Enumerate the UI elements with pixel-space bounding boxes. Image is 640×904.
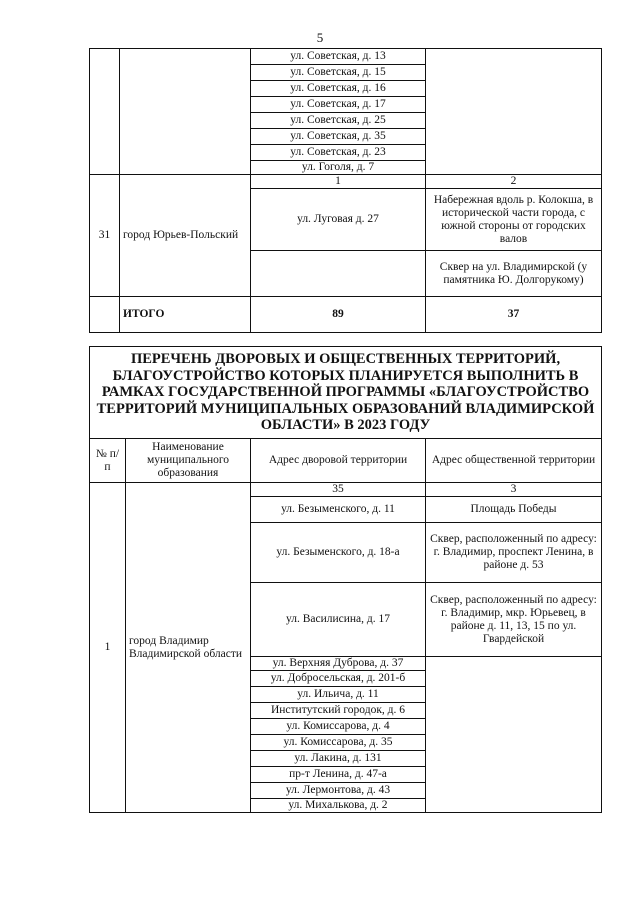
yard-address-cell: пр-т Ленина, д. 47-а (251, 767, 426, 783)
yard-address-cell: ул. Советская, д. 35 (251, 129, 426, 145)
total-label: ИТОГО (120, 297, 251, 333)
municipality-name: город Владимир Владимирской области (126, 483, 251, 813)
yard-address-cell: ул. Советская, д. 16 (251, 81, 426, 97)
page-number: 5 (316, 30, 324, 45)
total-public: 37 (426, 297, 602, 333)
yard-address-cell: ул. Безыменского, д. 11 (251, 497, 426, 523)
total-yard: 89 (251, 297, 426, 333)
yard-address-cell: ул. Лермонтова, д. 43 (251, 783, 426, 799)
yard-address-cell: ул. Советская, д. 15 (251, 65, 426, 81)
public-address-cell: Сквер, расположенный по адресу: г. Владимир, проспект Ленина, в районе д. 53 (426, 523, 602, 583)
yard-address-cell: ул. Луговая д. 27 (251, 189, 426, 251)
col-header-municipality: Наименование муниципального образования (126, 439, 251, 483)
col-header-public: Адрес общественной территории (426, 439, 602, 483)
col-header-yard: Адрес дворовой территории (251, 439, 426, 483)
territory-list-table (89, 346, 602, 813)
yard-address-cell: ул. Добросельская, д. 201-б (251, 671, 426, 687)
yard-address-cell: ул. Ильича, д. 11 (251, 687, 426, 703)
yard-address-cell: ул. Советская, д. 13 (251, 49, 426, 65)
yard-count: 1 (251, 175, 426, 189)
yard-address-cell: ул. Лакина, д. 131 (251, 751, 426, 767)
yard-address-cell: ул. Советская, д. 23 (251, 145, 426, 161)
table-title: ПЕРЕЧЕНЬ ДВОРОВЫХ И ОБЩЕСТВЕННЫХ ТЕРРИТОРИЙ, БЛАГОУСТРОЙСТВО КОТОРЫХ ПЛАНИРУЕТСЯ ВЫПОЛНИТЬ В РАМКАХ ГОСУДАРСТВЕННОЙ ПРОГРАММЫ «БЛАГОУСТРОЙСТВО ТЕРРИТОРИЙ МУНИЦИПАЛЬНЫХ ОБРАЗОВАНИЙ ВЛАДИМИРСКОЙ ОБЛАСТИ» В 2023 ГОДУ (90, 347, 602, 439)
public-count: 3 (426, 483, 602, 497)
yard-address-cell: ул. Верхняя Дуброва, д. 37 (251, 657, 426, 671)
yard-address-cell: ул. Гоголя, д. 7 (251, 161, 426, 175)
yard-address-cell: ул. Василисина, д. 17 (251, 583, 426, 657)
public-count: 2 (426, 175, 602, 189)
yard-address-cell: ул. Советская, д. 17 (251, 97, 426, 113)
public-address-cell: Сквер на ул. Владимирской (у памятника Ю. Долгорукому) (426, 251, 602, 297)
yard-address-cell: ул. Советская, д. 25 (251, 113, 426, 129)
public-address-cell: Сквер, расположенный по адресу: г. Владимир, мкр. Юрьевец, в районе д. 11, 13, 15 по ул. Гвардейской (426, 583, 602, 657)
yard-address-cell: ул. Михалькова, д. 2 (251, 799, 426, 813)
top-table (89, 48, 602, 333)
row-number: 1 (90, 483, 126, 813)
row-number: 31 (90, 175, 120, 297)
public-address-cell: Площадь Победы (426, 497, 602, 523)
yard-address-cell: ул. Комиссарова, д. 35 (251, 735, 426, 751)
public-address-cell: Набережная вдоль р. Колокша, в исторической части города, с южной стороны от городских валов (426, 189, 602, 251)
yard-address-cell: Институтский городок, д. 6 (251, 703, 426, 719)
yard-address-cell: ул. Безыменского, д. 18-а (251, 523, 426, 583)
yard-address-cell: ул. Комиссарова, д. 4 (251, 719, 426, 735)
yard-count: 35 (251, 483, 426, 497)
col-header-number: № п/п (90, 439, 126, 483)
municipality-name: город Юрьев-Польский (120, 175, 251, 297)
